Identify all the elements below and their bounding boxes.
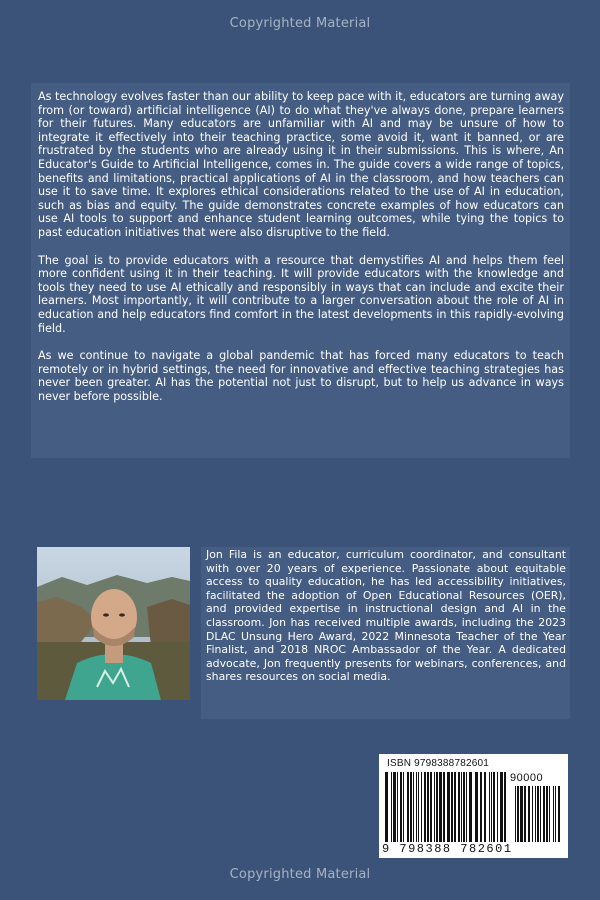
isbn-label: ISBN 9798388782601: [387, 758, 490, 769]
barcode-bars: [383, 772, 509, 844]
blurb-paragraph-3: As we continue to navigate a global pandemic that has forced many educators to teach remotely or in hybrid settings, the need for innovative and effective teaching strategies has never been greater. AI has the potential not just to disrupt, but to help us advance in ways never before possible.: [38, 349, 564, 403]
barcode-price-code: 90000: [510, 772, 544, 784]
author-bio-text: Jon Fila is an educator, curriculum coordinator, and consultant with over 20 years of experience. Passionate about equitable access to quality education, he has led accessibility initiatives, facilitated the adoption of Open Educational Resources (OER), and provided expertise in instructional design and AI in the classroom. Jon has received multiple awards, including the 2023 DLAC Unsung Hero Award, 2022 Minnesota Teacher of the Year Finalist, and 2018 NROC Ambassador of the Year. A dedicated advocate, Jon frequently presents for webinars, conferences, and shares resources on social media.: [206, 548, 566, 684]
barcode-addon-bars: [513, 786, 561, 844]
author-photo: [37, 547, 190, 700]
watermark-top: Copyrighted Material: [229, 16, 371, 31]
author-bio: [201, 547, 570, 719]
isbn-digits: 9 798388 782601: [382, 842, 513, 856]
watermark-bottom: Copyrighted Material: [229, 867, 371, 882]
back-cover-blurb: [31, 83, 570, 458]
isbn-barcode: [379, 754, 568, 858]
blurb-paragraph-2: The goal is to provide educators with a resource that demystifies AI and helps them feel more confident using it in their teaching. It will provide educators with the knowledge and tools they need to use AI ethically and responsibly in ways that can include and excite their learners. Most importantly, it will contribute to a larger conversation about the role of AI in education and help educators find comfort in the latest developments in this rapidly-evolving field.: [38, 253, 564, 335]
blurb-paragraph-1: As technology evolves faster than our ability to keep pace with it, educators are turning away from (or toward) artificial intelligence (AI) to do what they've always done, prepare learners for their futures. Many educators are unfamiliar with AI and may be unsure of how to integrate it effectively into their teaching practice, some avoid it, want it banned, or are frustrated by the students who are already using it in their submissions. This is where, An Educator's Guide to Artificial Intelligence, comes in. The guide covers a wide range of topics, benefits and limitations, practical applications of AI in the classroom, and how teachers can use it to save time. It explores ethical considerations related to the use of AI in education, such as bias and equity. The guide demonstrates concrete examples of how educators can use AI tools to support and enhance student learning outcomes, while tying the topics to past education initiatives that were also disruptive to the field.: [38, 90, 565, 239]
